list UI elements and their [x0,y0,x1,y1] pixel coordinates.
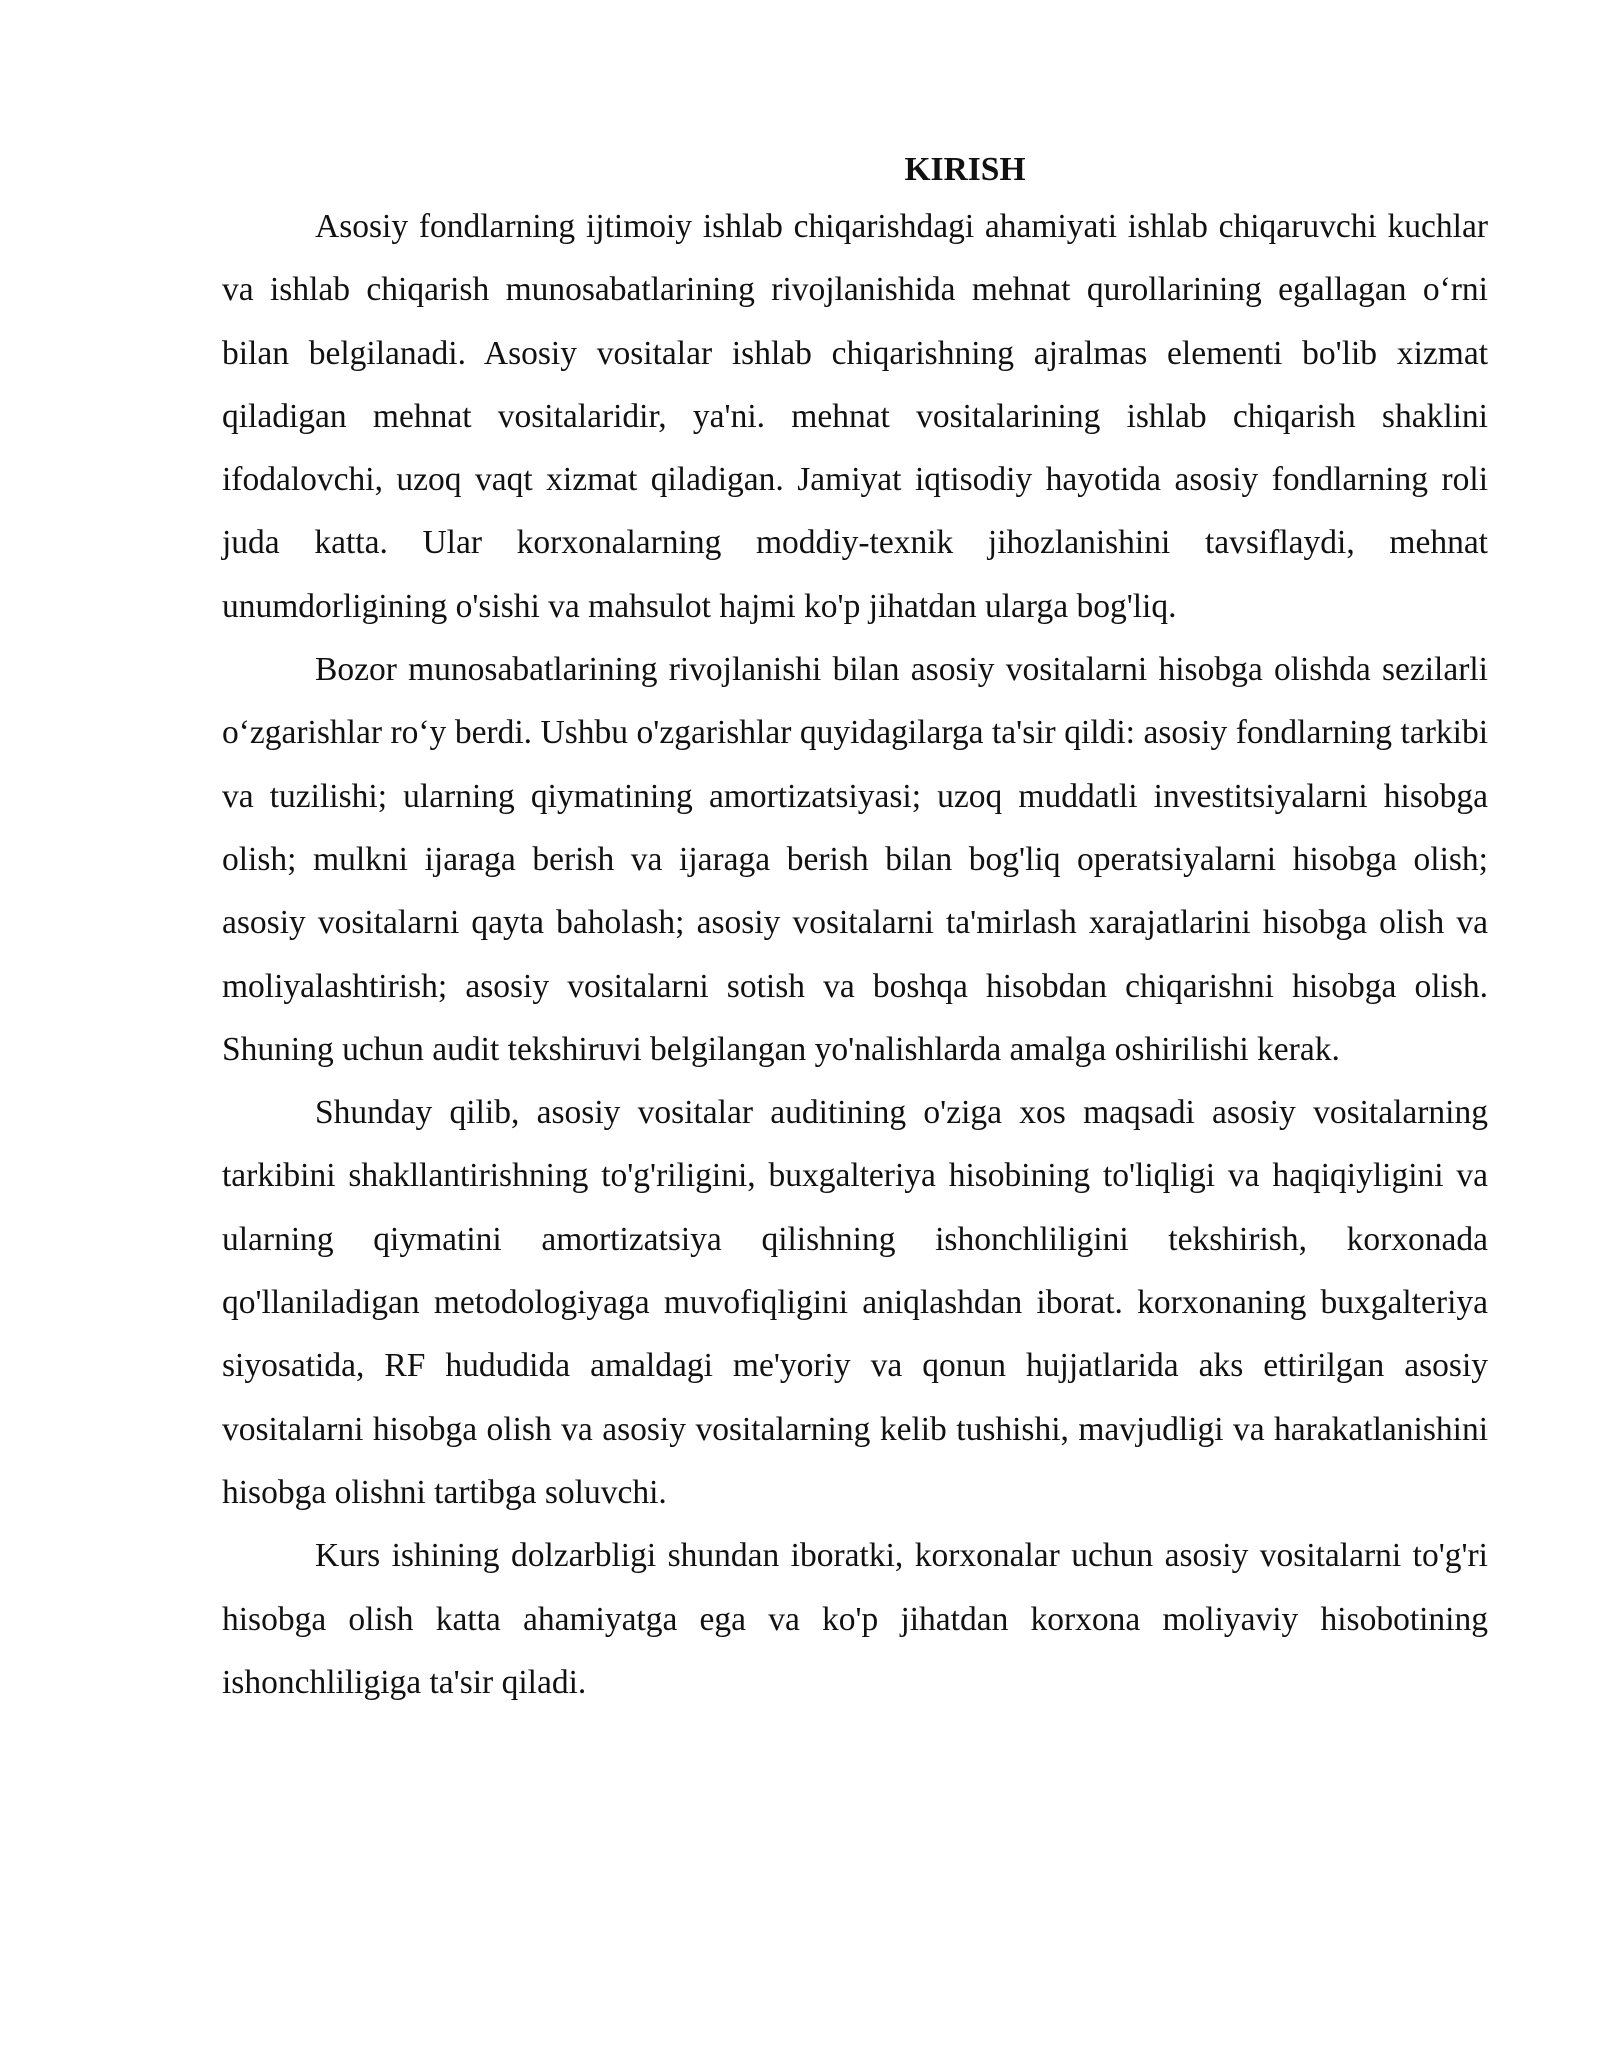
document-body [222,145,1488,1714]
paragraph-3: Shunday qilib, asosiy vositalar auditining o'ziga xos maqsadi asosiy vositalarning tarkibini shakllantirishning to'g'riligini, buxgalteriya hisobining to'liqligi va haqiqiyligini va ularning qiymatini amortizatsiya qilishning ishonchliligini tekshirish, korxonada qo'llaniladigan metodologiyaga muvofiqligini aniqlashdan iborat. korxonaning buxgalteriya siyosatida, RF hududida amaldagi me'yoriy va qonun hujjatlarida aks ettirilgan asosiy vositalarni hisobga olish va asosiy vositalarning kelib tushishi, mavjudligi va harakatlanishini hisobga olishni tartibga soluvchi. [222,1094,1488,1511]
paragraph-4: Kurs ishining dolzarbligi shundan iboratki, korxonalar uchun asosiy vositalarni to'g'ri hisobga olish katta ahamiyatga ega va ko'p jihatdan korxona moliyaviy hisobotining ishonchliligiga ta'sir qiladi. [222,1537,1488,1701]
paragraph-1: Asosiy fondlarning ijtimoiy ishlab chiqarishdagi ahamiyati ishlab chiqaruvchi kuchlar va ishlab chiqarish munosabatlarining rivojlanishida mehnat qurollarining egallagan oʻrni bilan belgilanadi. Asosiy vositalar ishlab chiqarishning ajralmas elementi bo'lib xizmat qiladigan mehnat vositalaridir, ya'ni. mehnat vositalarining ishlab chiqarish shaklini ifodalovchi, uzoq vaqt xizmat qiladigan. Jamiyat iqtisodiy hayotida asosiy fondlarning roli juda katta. Ular korxonalarning moddiy-texnik jihozlanishini tavsiflaydi, mehnat unumdorligining o'sishi va mahsulot hajmi ko'p jihatdan ularga bog'liq. [222,208,1488,625]
paragraph-2: Bozor munosabatlarining rivojlanishi bilan asosiy vositalarni hisobga olishda sezilarli oʻzgarishlar roʻy berdi. Ushbu o'zgarishlar quyidagilarga ta'sir qildi: asosiy fondlarning tarkibi va tuzilishi; ularning qiymatining amortizatsiyasi; uzoq muddatli investitsiyalarni hisobga olish; mulkni ijaraga berish va ijaraga berish bilan bog'liq operatsiyalarni hisobga olish; asosiy vositalarni qayta baholash; asosiy vositalarni ta'mirlash xarajatlarini hisobga olish va moliyalashtirish; asosiy vositalarni sotish va boshqa hisobdan chiqarishni hisobga olish. Shuning uchun audit tekshiruvi belgilangan yo'nalishlarda amalga oshirilishi kerak. [222,651,1488,1068]
page-title: KIRISH [904,151,1026,188]
